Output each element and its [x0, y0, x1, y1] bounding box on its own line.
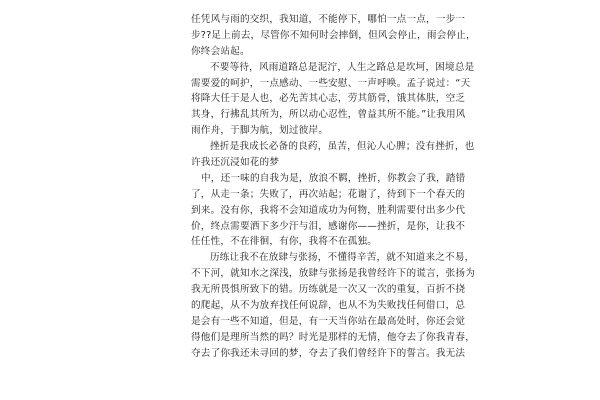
- text-line-20: 是会有一些不知道，但是，有一天当你站在最高处时，你还会觉: [191, 315, 466, 327]
- text-line-2: 步??足上前去，尽管你不知何时会摔倒，但风会停止，雨会停止，: [191, 29, 476, 41]
- text-line-3: 你终会站起。: [191, 45, 250, 57]
- text-line-1: 任凭风与雨的交织，我知道，不能停下，哪怕一点一点，一步一: [191, 14, 466, 25]
- text-line-12: 了，从走一条；失败了，再次站起；花谢了，待到下一个春天的: [191, 188, 466, 200]
- text-line-4: 不要等待，风雨道路总是泥泞，人生之路总是坎坷，困境总是: [210, 61, 475, 73]
- text-line-6: 将降大任于是人也，必先苦其心志，劳其筋骨，饿其体肤，空乏: [191, 93, 466, 105]
- text-line-10: 许我还沉浸如花的梦: [191, 157, 280, 169]
- text-line-11: 中，还一味的自我为是，放浪不羁，挫折，你教会了我，踏错: [201, 172, 466, 184]
- text-line-16: 历练让我不在放肆与张扬，不懂得辛苦，就不知道来之不易，: [210, 252, 475, 264]
- text-line-19: 的爬起，从不为放弃找任何说辞，也从不为失败找任何借口，总: [191, 300, 466, 312]
- text-line-18: 我无所畏惧所致下的错。历练就是一次又一次的重复，百折不挠: [191, 284, 466, 296]
- text-line-17: 不下河，就知水之深浅，放肆与张扬是我曾经许下的谎言，张扬为: [191, 268, 476, 280]
- text-line-15: 任任性，不在徘徊，有你，我将不在孤独。: [191, 236, 378, 248]
- text-line-13: 到来。没有你，我将不会知道成功为何物，胜利需要付出多少代: [191, 204, 466, 216]
- document-page: [191, 12, 476, 394]
- text-line-5: 需要爱的呵护，一点感动、一些安慰、一声呼唤。孟子说过：“天: [191, 77, 471, 89]
- text-line-8: 雨作舟，于脚为航，划过彼岸。: [191, 125, 329, 137]
- text-line-9: 挫折是我成长必备的良药，虽苦，但沁人心脾；没有挫折，也: [210, 141, 475, 153]
- text-line-22: 夺去了你我还未寻回的梦，夺去了我们曾经许下的誓言。我无法: [191, 347, 466, 359]
- text-line-7: 其身，行拂乱其所为，所以动心忍性，曾益其所不能。”让我用风: [191, 109, 466, 121]
- text-line-14: 价，终点需要洒下多少汗与泪，感谢你——挫折，是你，让我不: [191, 220, 466, 232]
- text-line-21: 得他们是理所当然的吗？时光是那样的无情，他夺去了你我青春，: [191, 331, 476, 343]
